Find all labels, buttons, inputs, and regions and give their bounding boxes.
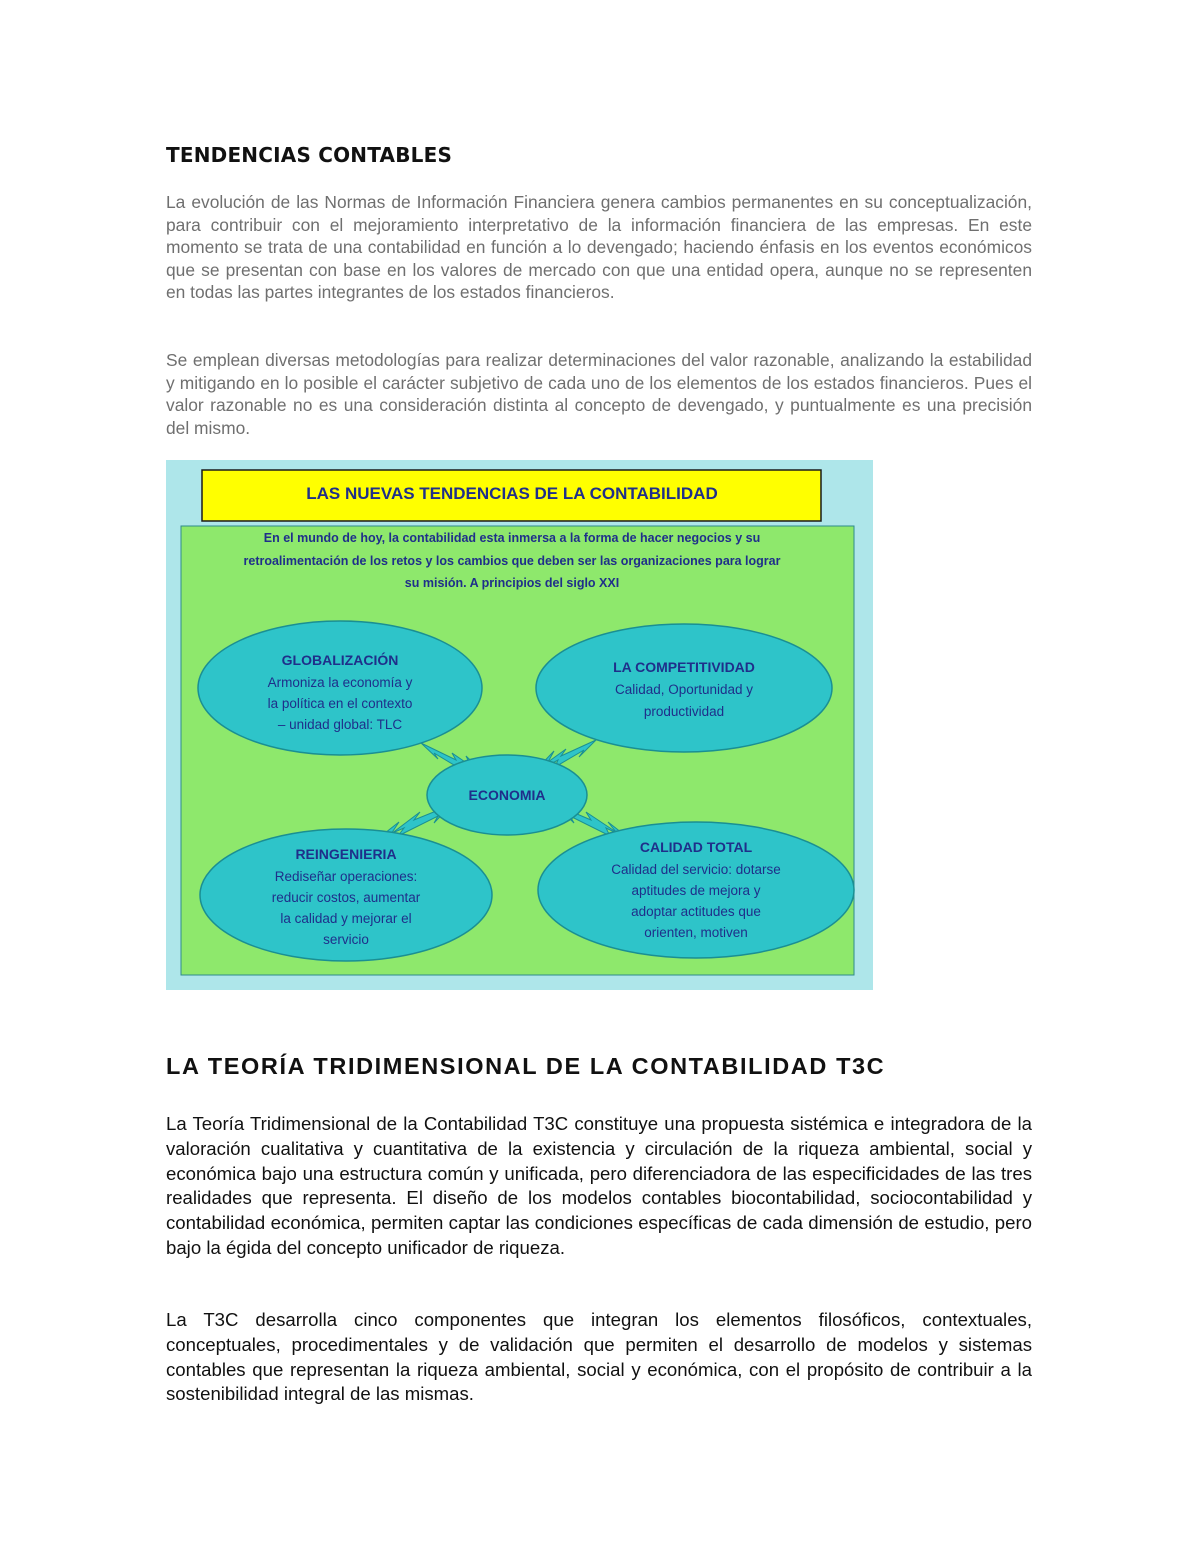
reingenieria-title: REINGENIERIA — [295, 846, 397, 862]
paragraph-evolucion: La evolución de las Normas de Información Financiera genera cambios permanentes en su conceptualización, para contribuir con el mejoramiento interpretativo de la información financiera de las empresas. En este momento se trata de una contabilidad en función a lo devengado; haciendo énfasis en los eventos económicos que se presentan con base en los valores de mercado con que una entidad opera, aunque no se representen en todas las partes integrantes de los estados financieros. — [166, 192, 1032, 303]
intro-line-1: En el mundo de hoy, la contabilidad esta inmersa a la forma de hacer negocios y su — [263, 531, 761, 545]
reingenieria-line-4: servicio — [323, 932, 369, 947]
competitividad-line-2: productividad — [643, 704, 725, 719]
reingenieria-line-2: reducir costos, aumentar — [271, 890, 421, 905]
competitividad-title: LA COMPETITIVIDAD — [613, 659, 755, 675]
paragraph-t3c-componentes: La T3C desarrolla cinco componentes que integran los elementos filosóficos, contextuales, conceptuales, procedimentales y de validación que permiten el desarrollo de modelos y sistemas contables que representan la riqueza ambiental, social y económica, con el propósito de contribuir a la sostenibilidad integral de las mismas. — [166, 1309, 1032, 1405]
diagram-canvas — [166, 460, 873, 990]
competitividad-line-1: Calidad, Oportunidad y — [614, 682, 754, 697]
calidad-total-title: CALIDAD TOTAL — [639, 839, 753, 855]
globalizacion-line-2: la política en el contexto — [267, 696, 413, 711]
reingenieria-line-1: Rediseñar operaciones: — [274, 869, 418, 884]
calidad-total-line-4: orienten, motiven — [644, 925, 748, 940]
intro-line-2: retroalimentación de los retos y los cambios que deben ser las organizaciones para lograr — [243, 554, 781, 568]
calidad-total-line-3: adoptar actitudes que — [631, 904, 761, 919]
section-title-tendencias: TENDENCIAS CONTABLES — [166, 143, 453, 167]
economia-label: ECONOMIA — [468, 787, 546, 803]
banner-title: LAS NUEVAS TENDENCIAS DE LA CONTABILIDAD — [306, 484, 718, 503]
tendencias-diagram — [166, 460, 873, 990]
reingenieria-line-3: la calidad y mejorar el — [280, 911, 412, 926]
globalizacion-line-1: Armoniza la economía y — [267, 675, 413, 690]
paragraph-t3c-propuesta: La Teoría Tridimensional de la Contabilidad T3C constituye una propuesta sistémica e integradora de la valoración cualitativa y cuantitativa de la existencia y circulación de la riqueza ambiental, social y económica bajo una estructura común y unificada, pero diferenciadora de las especificidades de las tres realidades que representa. El diseño de los modelos contables biocontabilidad, sociocontabilidad y contabilidad económica, permiten captar las condiciones específicas de cada dimensión de estudio, pero bajo la égida del concepto unificador de riqueza. — [166, 1113, 1032, 1258]
globalizacion-line-3: – unidad global: TLC — [277, 717, 403, 732]
paragraph-metodologias: Se emplean diversas metodologías para realizar determinaciones del valor razonable, analizando la estabilidad y mitigando en lo posible el carácter subjetivo de cada uno de los elementos de los estados financieros. Pues el valor razonable no es una consideración distinta al concepto de devengado, y puntualmente es una precisión del mismo. — [166, 350, 1032, 438]
calidad-total-line-2: aptitudes de mejora y — [631, 883, 761, 898]
globalizacion-title: GLOBALIZACIÓN — [281, 652, 399, 668]
calidad-total-line-1: Calidad del servicio: dotarse — [611, 862, 781, 877]
section-title-t3c: LA TEORÍA TRIDIMENSIONAL DE LA CONTABILIDAD T3C — [166, 1053, 886, 1079]
intro-line-3: su misión. A principios del siglo XXI — [404, 576, 620, 590]
